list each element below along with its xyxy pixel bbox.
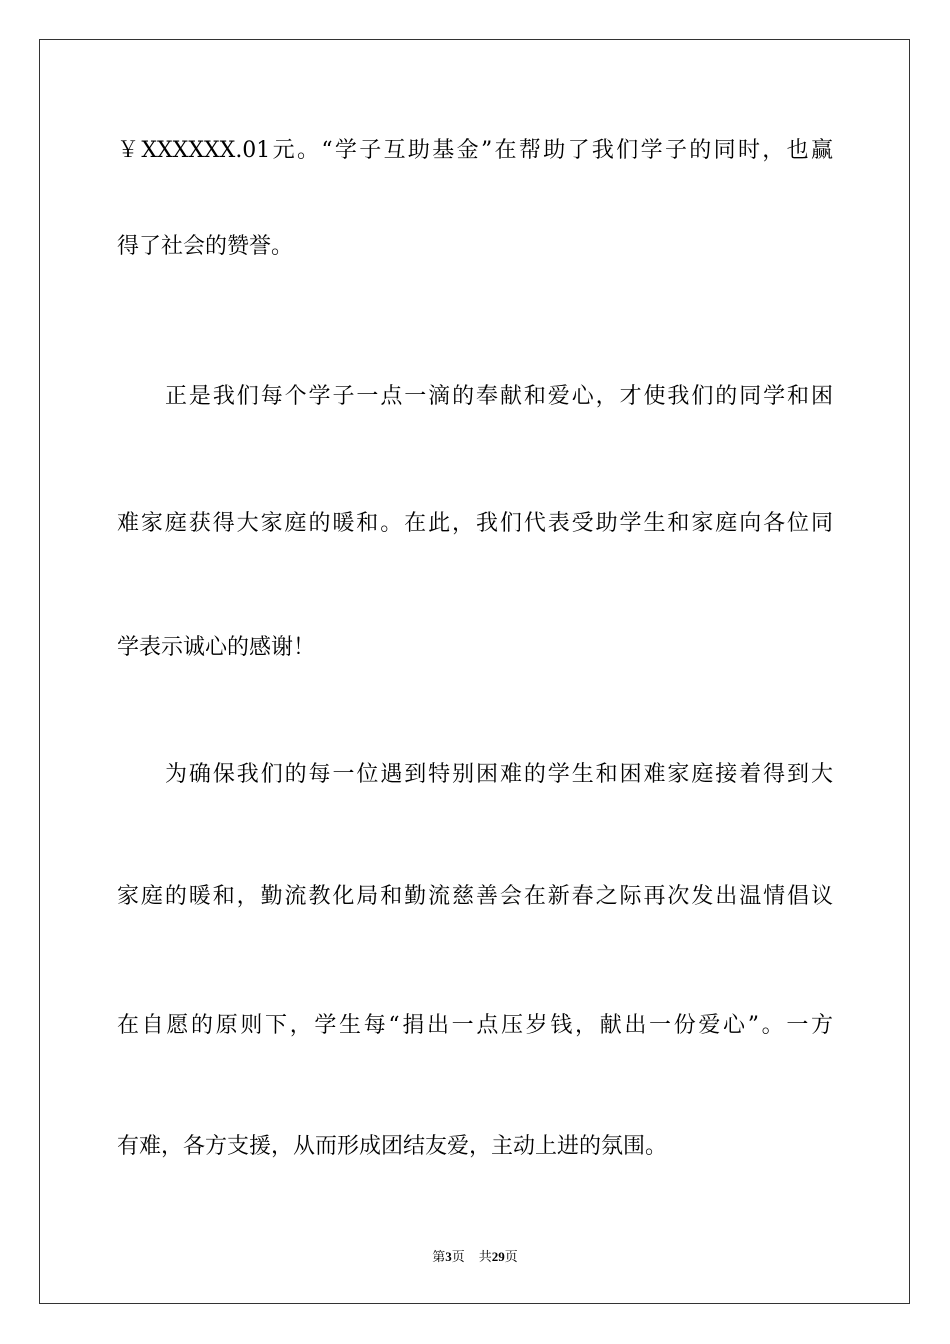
body-line-6: 为确保我们的每一位遇到特别困难的学生和困难家庭接着得到大 <box>165 762 833 787</box>
footer-total-suffix: 页 <box>504 1249 518 1264</box>
footer-page-number: 3 <box>445 1249 452 1264</box>
body-line-4: 难家庭获得大家庭的暖和。在此，我们代表受助学生和家庭向各位同 <box>117 511 833 536</box>
footer-total-prefix: 共 <box>478 1249 492 1264</box>
page-footer <box>0 1248 950 1266</box>
body-line-2: 得了社会的赞誉。 <box>117 234 294 259</box>
body-line-5: 学表示诚心的感谢！ <box>117 635 316 660</box>
body-line-3: 正是我们每个学子一点一滴的奉献和爱心，才使我们的同学和困 <box>165 384 833 409</box>
body-line-7: 家庭的暖和，勤流教化局和勤流慈善会在新春之际再次发出温情倡议 <box>117 884 833 909</box>
body-line-8: 在自愿的原则下，学生每“捐出一点压岁钱，献出一份爱心”。一方 <box>117 1013 833 1038</box>
footer-page-prefix: 第 <box>432 1249 446 1264</box>
body-line-9: 有难，各方支援，从而形成团结友爱，主动上进的氛围。 <box>117 1134 668 1159</box>
page-border <box>39 39 910 1304</box>
footer-total-pages: 29 <box>491 1249 505 1264</box>
body-line-1: ￥XXXXXX.01元。“学子互助基金”在帮助了我们学子的同时，也赢 <box>117 138 833 163</box>
footer-page-suffix: 页 <box>451 1249 465 1264</box>
